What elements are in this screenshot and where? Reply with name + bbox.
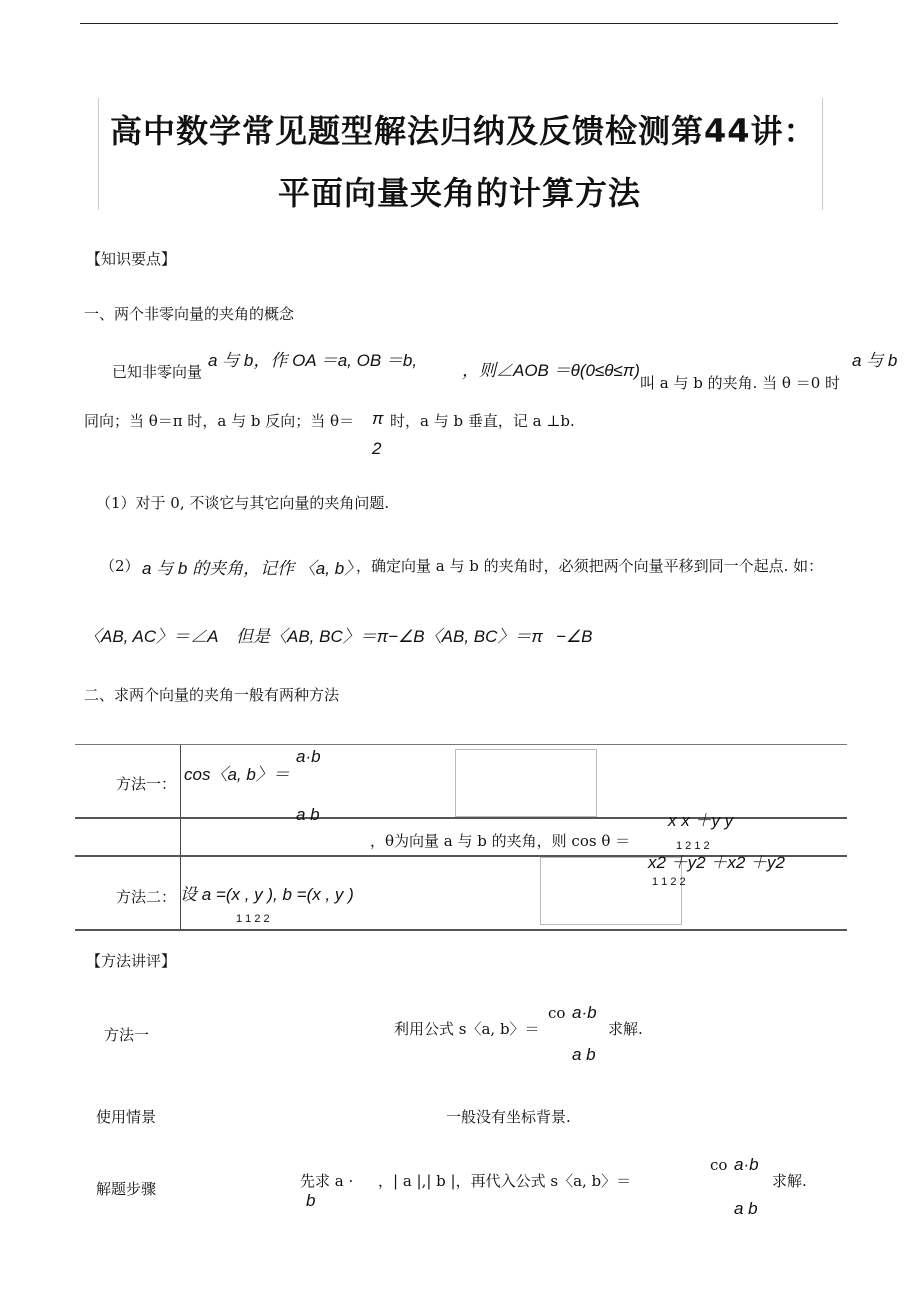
method-2-label: 方法二： [116, 888, 177, 906]
text: ，θ为向量 a 与 b 的夹角，则 cos θ ＝ [370, 832, 631, 850]
note-1: （1）对于 0, 不谈它与其它向量的夹角问题. [96, 494, 390, 512]
method-label: 方法一 [104, 1026, 150, 1044]
usage-label: 使用情景 [96, 1108, 157, 1126]
text: 利用公式 s〈a, b〉＝ [394, 1020, 540, 1038]
math: ，则∠AOB ＝θ(0≤θ≤π) [462, 361, 640, 380]
usage-text: 一般没有坐标背景. [446, 1108, 571, 1126]
math: −∠B [556, 627, 593, 646]
method-1-label: 方法一： [116, 775, 177, 793]
math: x2 ＋y2 ＋x2 ＋y2 [648, 853, 785, 872]
math: a 与 b，作 OA ＝a, OB ＝b, [208, 351, 418, 370]
math: a·b [572, 1003, 597, 1022]
subscripts: 1 1 2 2 [236, 913, 270, 925]
math: a·b [296, 747, 321, 766]
text: 求解. [608, 1020, 643, 1038]
math: a·b [734, 1155, 759, 1174]
math: x x ＋y y [668, 811, 734, 830]
math: a b [296, 805, 320, 824]
text: 已知非零向量 [112, 363, 203, 381]
math: 2 [372, 439, 382, 458]
title-line-2: 平面向量夹角的计算方法 [278, 174, 642, 212]
subheading: 二、求两个向量的夹角一般有两种方法 [84, 686, 340, 704]
math: a b [734, 1199, 758, 1218]
text: 先求 a · [300, 1172, 354, 1190]
text: ，| a |,| b |，再代入公式 s〈a, b〉＝ [378, 1172, 632, 1190]
math: a 与 b 的夹角，记作 〈a, b〉 [142, 559, 362, 578]
note-2-label: （2） [100, 557, 140, 575]
subscripts: 1 1 2 2 [652, 876, 686, 888]
top-rule [80, 23, 838, 24]
text: 叫 a 与 b 的夹角. 当 θ ＝0 时 [640, 374, 841, 392]
math: 但是〈AB, BC〉＝π−∠B〈AB, BC〉＝π [236, 627, 543, 646]
math: a 与 b [852, 351, 898, 370]
subscripts: 1 2 1 2 [676, 840, 710, 852]
text: 求解. [772, 1172, 807, 1190]
subheading: 一、两个非零向量的夹角的概念 [84, 305, 295, 323]
math: b [306, 1191, 316, 1210]
section-heading: 【知识要点】 [86, 250, 177, 268]
text: co [710, 1156, 728, 1174]
text: ，确定向量 a 与 b 的夹角时，必须把两个向量平移到同一个起点. 如： [356, 557, 824, 575]
math: cos〈a, b〉＝ [184, 765, 290, 784]
text: 时，a 与 b 垂直，记 a ⊥b. [390, 412, 575, 430]
divider [98, 98, 99, 210]
math: 〈AB, AC〉＝∠A [84, 627, 219, 646]
title-line-1: 高中数学常见题型解法归纳及反馈检测第44讲： [110, 112, 817, 150]
text: co [548, 1004, 566, 1022]
steps-label: 解题步骤 [96, 1180, 157, 1198]
text: 同向；当 θ＝π 时，a 与 b 反向；当 θ＝ [84, 412, 355, 430]
divider [822, 98, 823, 210]
section-heading: 【方法讲评】 [86, 952, 177, 970]
math: 设 a =(x , y ), b =(x , y ) [180, 885, 354, 904]
math: π [372, 409, 384, 428]
math: a b [572, 1045, 596, 1064]
